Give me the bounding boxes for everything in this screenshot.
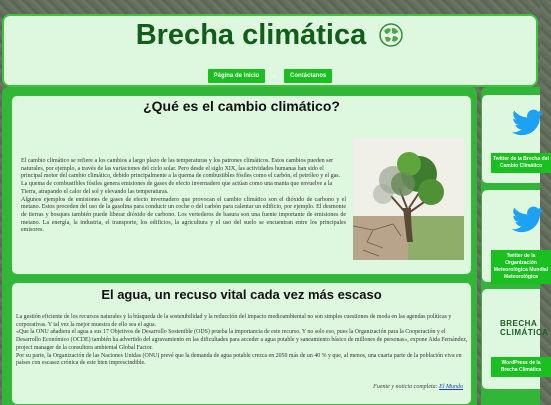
site-title: [4, 18, 536, 52]
article-climate-change: [11, 95, 472, 275]
article-water: [11, 282, 472, 405]
brecha-climatica-logo[interactable]: [500, 319, 550, 337]
site-title-text: Brecha climática: [135, 18, 367, 51]
sidebar-card-twitter-brecha: [482, 95, 549, 183]
wordpress-button[interactable]: WordPress de la Brecha Climática: [491, 357, 551, 377]
source-prefix: Fuente y noticia completa:: [373, 384, 438, 390]
article-paragraph: La gestión eficiente de los recursos naturales y la búsqueda de la sostenibilidad y la reducción del impacto medioambiental no son simples cuestiones de moda en las agendas políticas y corporativas. Y tal vez la mejor muestra de ello sea el agua.: [16, 314, 452, 328]
article-paragraph: Por su parte, la Organización de las Naciones Unidas (ONU) prevé que la demanda de agua potable crezca en 2050 más de un 40 % y que, al menos, una cuarta parte de la población viva en países con escasez crónica de este bien imprescindible.: [16, 352, 462, 367]
source-link[interactable]: El Mundo: [439, 384, 463, 390]
twitter-icon[interactable]: [512, 206, 544, 239]
main-nav: [4, 69, 536, 83]
globe-logo-icon: [378, 22, 404, 48]
site-header: [2, 14, 538, 87]
article-paragraph: El cambio climático se refiere a los cambios a largo plazo de las temperaturas y los patrones climáticos. Estos cambios pueden ser naturales, por ejemplo, a través de las variaciones del ciclo solar. Pero desde el siglo XIX, las actividades humanas han sido el principal motor del cambio climático, debido principalmente a la quema de combustibles fósiles como el carbón, el petróleo y el gas.: [21, 158, 341, 180]
article-body: [21, 158, 346, 235]
article-title: ¿Qué es el cambio climático?: [143, 98, 340, 114]
article-paragraph: Algunos ejemplos de emisiones de gases de efecto invernadero que provocan el cambio climático son el dióxido de carbono y el metano. Estos proceden del uso de la gasolina para conducir un coche o del carbón para calentar un edificio, por ejemplo. El desmonte de tierras y bosques también puede liberar dióxido de carbono. Los vertederos de basura son una fuente importante de emisiones de metano. La energía, la industria, el transporte, los edificios, la agricultura y el uso del suelo se encuentran entre los principales emisores.: [21, 196, 346, 234]
sidebar-card-twitter-omm: [482, 190, 549, 282]
article-body: [16, 314, 469, 368]
nav-home-button[interactable]: Página de inicio: [208, 69, 266, 83]
article-source: [373, 384, 463, 390]
article-title: El agua, un recuso vital cada vez más escaso: [101, 287, 382, 302]
twitter-brecha-button[interactable]: Twitter de la Brecha del Cambio Climático: [491, 153, 551, 173]
twitter-icon[interactable]: [512, 109, 544, 142]
logo-line: BRECHA: [500, 319, 538, 328]
article-paragraph: «Que la ONU añadiera el agua a sus 17 Objetivos de Desarrollo Sostenible (ODS) prueba la importancia de este recurso. Y no solo eso, pues la Organización para la Cooperación y el Desarrollo Económico (OCDE) también ha advertido del agravamiento en las dificultades para acceder a agua potable y saneamiento básico de millones de personas», expone Aida Fernández, project manager de la consultora ambiental Global Factor.: [16, 329, 468, 351]
twitter-omm-button[interactable]: Twitter de la Organización Meteorológica Mundial Meteorológica: [491, 250, 551, 284]
nav-contact-button[interactable]: Contáctanos: [284, 69, 332, 83]
article-paragraph: La quema de combustibles fósiles genera emisiones de gases de efecto invernadero que actúan como una manta que envuelve a la Tierra, atrapando el calor del sol y elevando las temperaturas.: [21, 181, 333, 195]
sidebar-card-wordpress: [482, 289, 549, 389]
nav-separator: -: [273, 71, 276, 81]
climate-tree-image: [353, 138, 464, 260]
logo-line: CLIMÁTICA: [500, 328, 549, 337]
